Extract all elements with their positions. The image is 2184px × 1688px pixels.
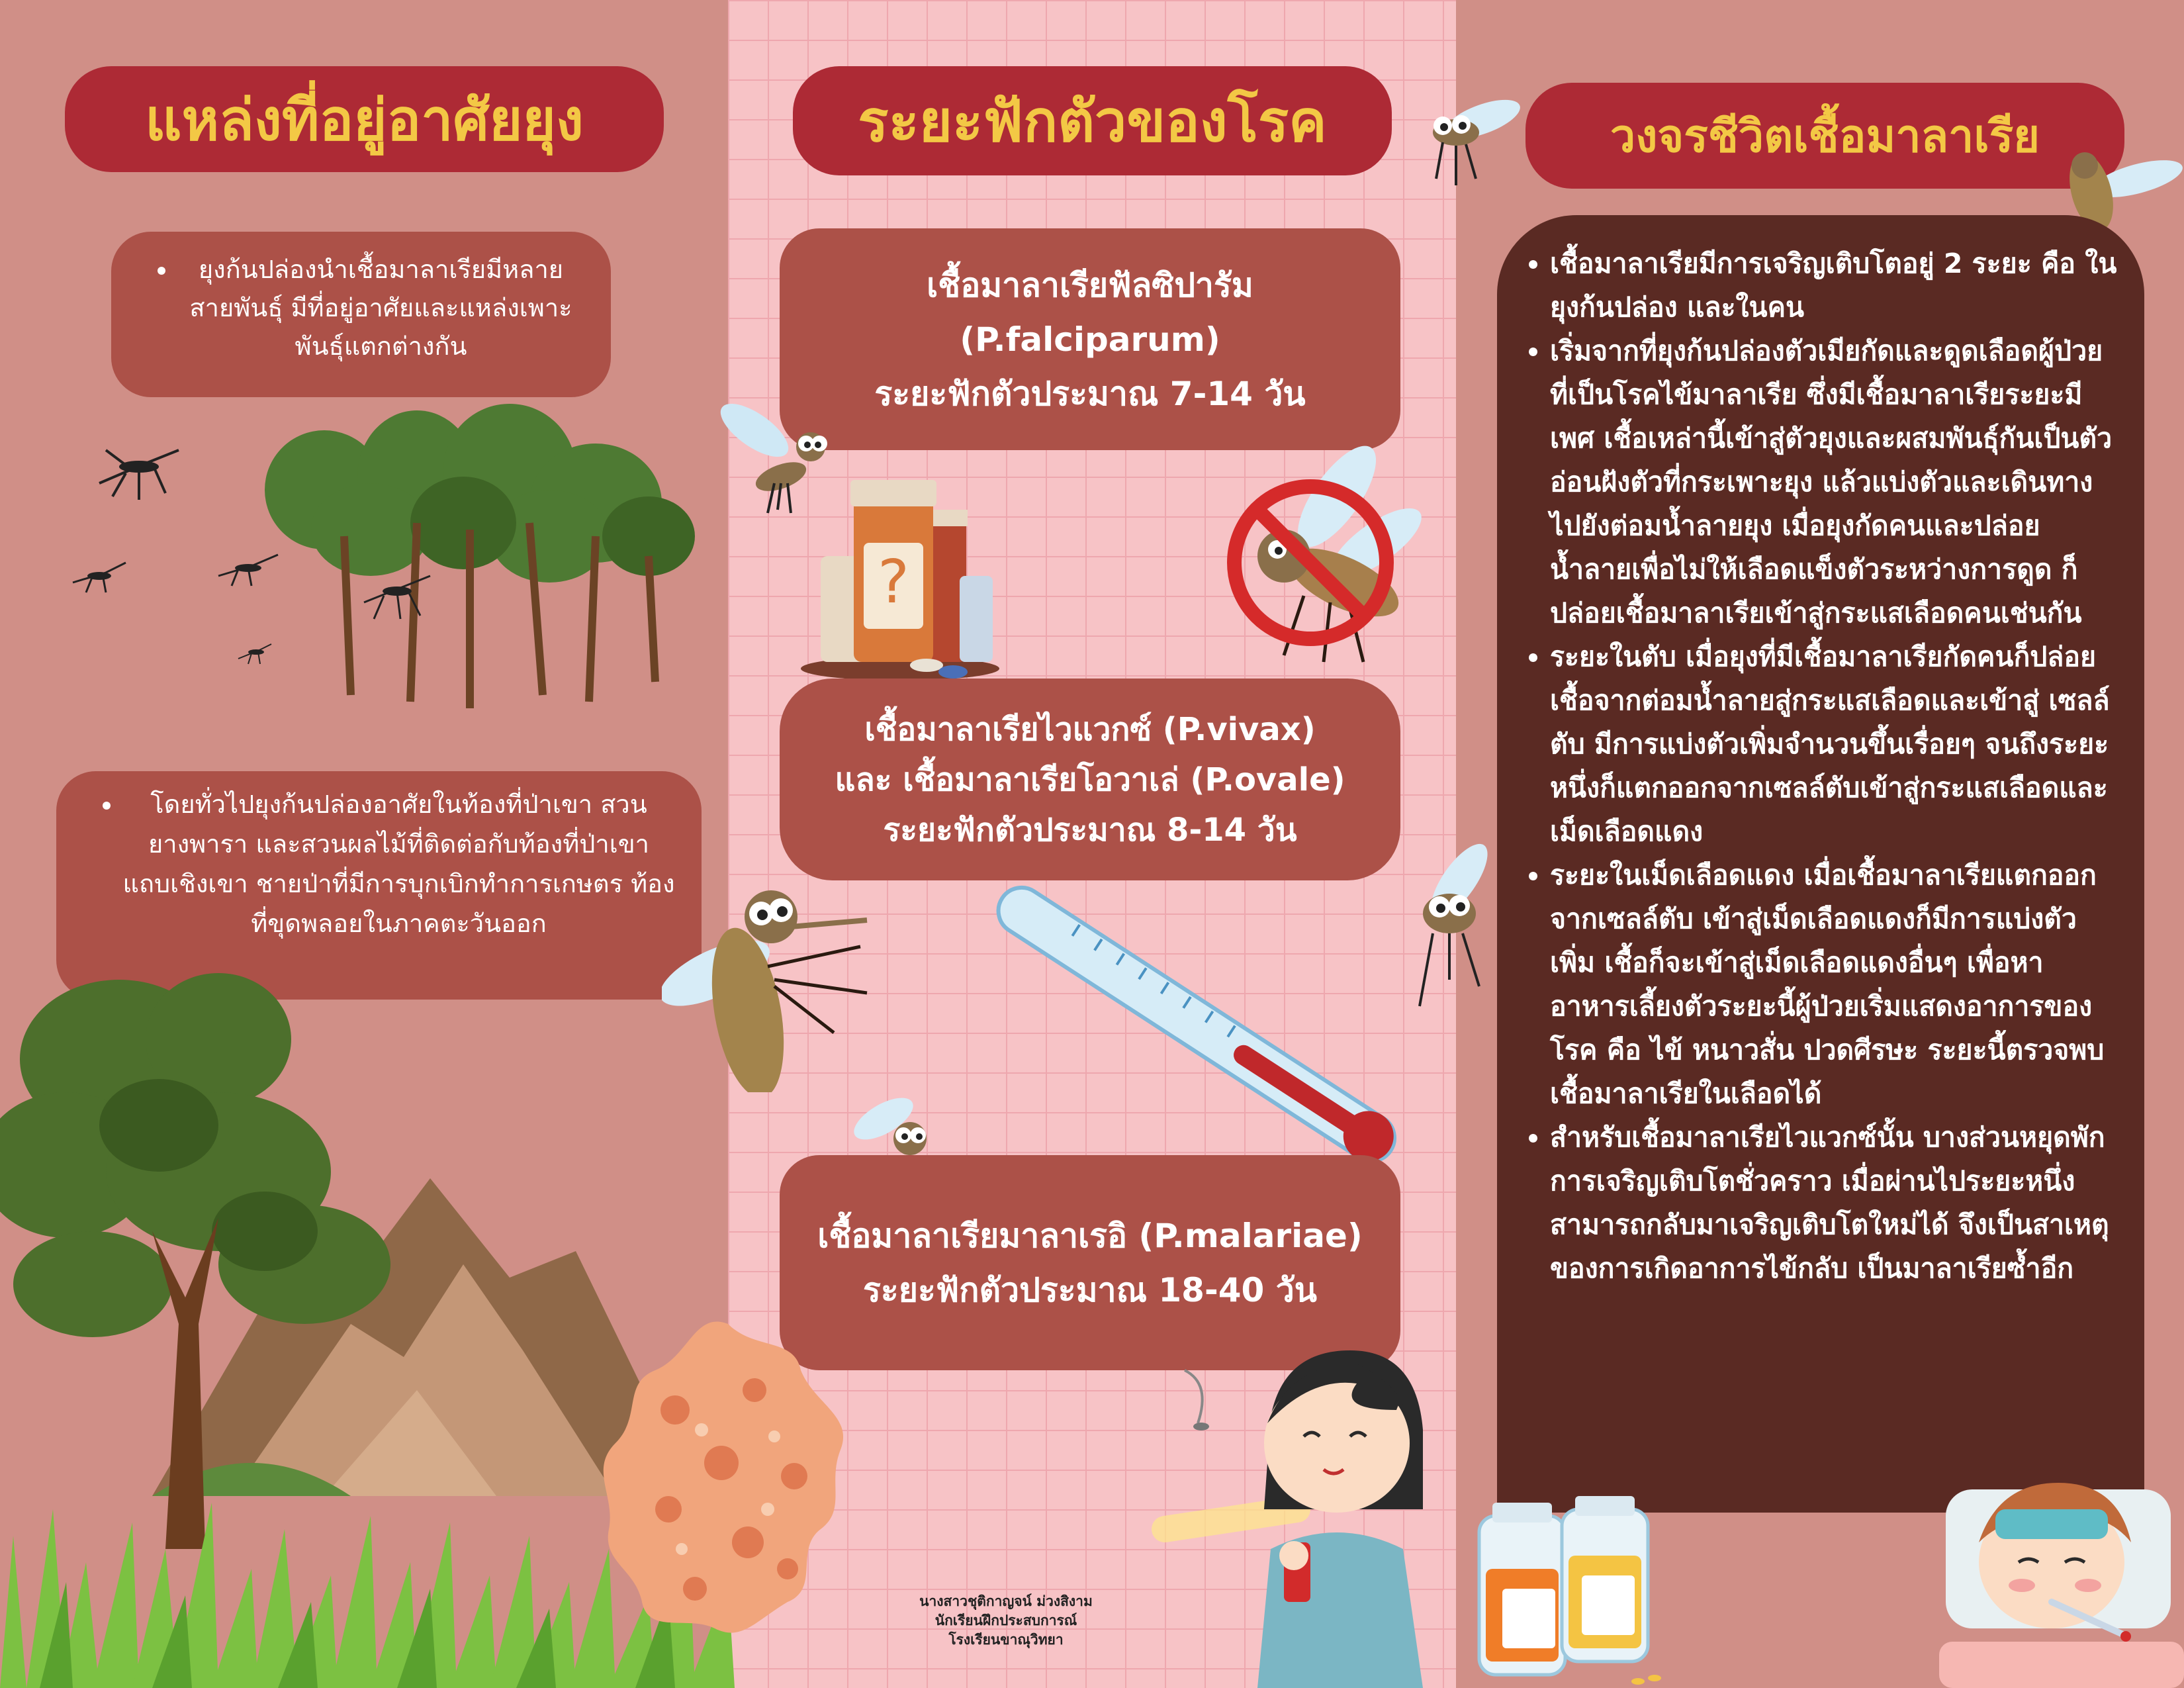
lifecycle-item: • ระยะในตับ เมื่อยุงที่มีเชื้อมาลาเรียกัดคนก็ปล่อยเชื้อจากต่อมน้ำลายสู่กระแสเลือดและเข้าสู่ เซลล์ตับ มีการแบ่งตัวเพิ่มจำนวนขึ้นเรื่อยๆ จนถึงระยะหนึ่งก็แตกออกจากเซลล์ตับเข้าสู่กระแสเลือดและเม็ดเลือดแดง	[1550, 635, 2118, 853]
mosquito-icon	[1390, 79, 1522, 192]
credit	[880, 1592, 1132, 1650]
vivax-name: เชื้อมาลาเรียไวแวกซ์ (P.vivax)	[864, 710, 1316, 748]
svg-text:?: ?	[878, 547, 909, 617]
habitat-bullet-1: • ยุงก้นปล่องนำเชื้อมาลาเรียมีหลายสายพันธุ์ มีที่อยู่อาศัยและแหล่งเพาะพันธุ์แตกต่างกัน	[177, 250, 584, 365]
girl-spray-icon	[1138, 1337, 1469, 1688]
credit-name: นางสาวชุติกาญจน์ ม่วงสิงาม	[919, 1593, 1093, 1609]
habitat-bubble-1	[111, 232, 611, 397]
falciparum-name: เชื้อมาลาเรียฟัลซิปารัม	[927, 265, 1253, 305]
lifecycle-item: • สำหรับเชื้อมาลาเรียไวแวกซ์นั้น บางส่วนหยุดพักการเจริญเติบโตชั่วคราว เมื่อผ่านไประยะหนึ่งสามารถกลับมาเจริญเติบโตใหม่ได้ จึงเป็นสาเหตุของการเกิดอาการไข้กลับ เป็นมาลาเรียซ้ำอีก	[1550, 1115, 2118, 1290]
pill-bottle-icon	[1466, 1489, 1664, 1688]
habitat-bullet-2: • โดยทั่วไปยุงก้นปล่องอาศัยในท้องที่ป่าเขา สวนยางพารา และสวนผลไม้ที่ติดต่อกับท้องที่ป่าเขา แถบเชิงเขา ชายป่าที่มีการบุกเบิกทำการเกษตร ท้องที่ขุดพลอยในภาคตะวันออก	[122, 784, 675, 943]
falciparum-box	[780, 228, 1400, 450]
falciparum-latin: (P.falciparum)	[960, 320, 1220, 359]
mosquito-icon	[212, 549, 285, 589]
lifecycle-title: วงจรชีวิตเชื้อมาลาเรีย	[1525, 83, 2124, 189]
malariae-period: ระยะฟักตัวประมาณ 18-40 วัน	[863, 1270, 1317, 1309]
mosquito-icon	[235, 639, 275, 665]
parasite-cell-icon	[596, 1311, 854, 1648]
mosquito-icon	[844, 1086, 976, 1158]
thermometer-icon	[979, 874, 1443, 1178]
habitat-title: แหล่งที่อยู่อาศัยยุง	[65, 66, 664, 172]
medicine-bottle-icon	[794, 470, 1006, 682]
lifecycle-item: • ระยะในเม็ดเลือดแดง เมื่อเชื้อมาลาเรียแตกออกจากเซลล์ตับ เข้าสู่เม็ดเลือดแดงก็มีการแบ่งตัวเพิ่ม เชื้อก็จะเข้าสู่เม็ดเลือดแดงอื่นๆ เพื่อหาอาหารเลี้ยงตัวระยะนี้ผู้ป่วยเริ่มแสดงอาการของโรค คือ ไข้ หนาวสั่น ปวดศีรษะ ระยะนี้ตรวจพบเชื้อมาลาเรียในเลือดได้	[1550, 853, 2118, 1115]
lifecycle-item: • เริ่มจากที่ยุงก้นปล่องตัวเมียกัดและดูดเลือดผู้ป่วยที่เป็นโรคไข้มาลาเรีย ซึ่งมีเชื้อมาลาเรียระยะมีเพศ เชื้อเหล่านี้เข้าสู่ตัวยุงและผสมพันธุ์กันเป็นตัวอ่อนฝังตัวที่กระเพาะยุง แล้วแบ่งตัวและเดินทางไปยังต่อมน้ำลายยุง เมื่อยุงกัดคนและปล่อยน้ำลายเพื่อไม่ให้เลือดแข็งตัวระหว่างการดูด ก็ปล่อยเชื้อมาลาเรียเข้าสู่กระแสเลือดคนเช่นกัน	[1550, 329, 2118, 635]
vivax-ovale-period: ระยะฟักตัวประมาณ 8-14 วัน	[883, 811, 1297, 849]
ovale-name: และ เชื้อมาลาเรียโอวาเล่ (P.ovale)	[835, 761, 1345, 798]
falciparum-period: ระยะฟักตัวประมาณ 7-14 วัน	[874, 374, 1306, 413]
mosquito-icon	[86, 437, 192, 503]
mosquito-icon	[66, 556, 132, 596]
no-mosquito-icon	[1211, 430, 1449, 682]
sick-person-icon	[1939, 1463, 2184, 1688]
tree-icon	[251, 404, 715, 715]
mosquito-icon	[1387, 834, 1506, 1013]
malariae-name: เชื้อมาลาเรียมาลาเรอิ (P.malariae)	[817, 1216, 1363, 1255]
lifecycle-box	[1497, 215, 2144, 1513]
credit-role: นักเรียนฝึกประสบการณ์	[934, 1613, 1077, 1628]
credit-school: โรงเรียนขาณุวิทยา	[948, 1632, 1064, 1648]
lifecycle-item: • เชื้อมาลาเรียมีการเจริญเติบโตอยู่ 2 ระยะ คือ ในยุงก้นปล่อง และในคน	[1550, 242, 2118, 329]
vivax-ovale-box	[780, 679, 1400, 880]
tree-icon	[0, 953, 410, 1549]
lifecycle-list	[1510, 242, 2118, 1290]
mosquito-icon	[662, 867, 880, 1092]
mosquito-icon	[357, 569, 437, 622]
incubation-title: ระยะฟักตัวของโรค	[793, 66, 1392, 175]
